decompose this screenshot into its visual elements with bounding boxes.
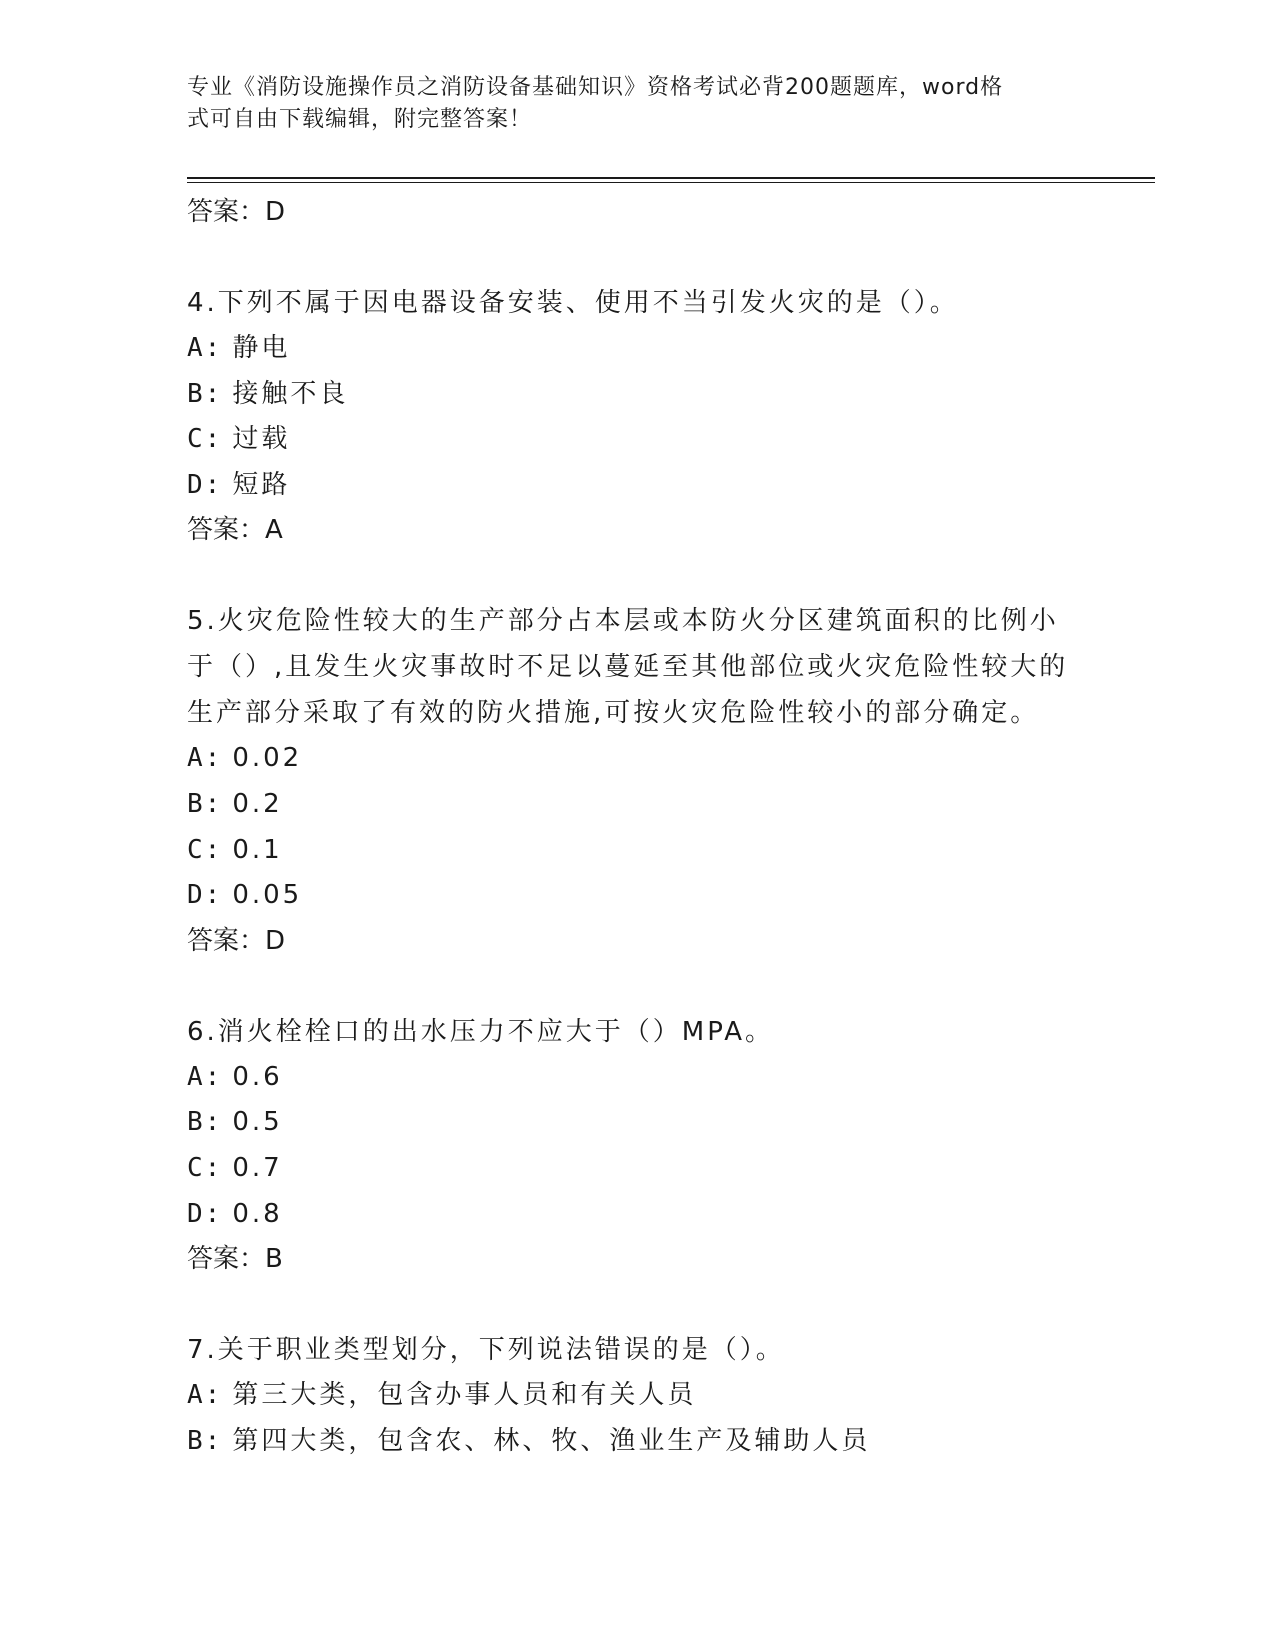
question-stem: 6.消火栓栓口的出水压力不应大于（）MPA。 xyxy=(187,1016,775,1047)
answer: 答案：D xyxy=(187,925,286,956)
option-c: C: 0.1 xyxy=(187,834,283,865)
question-7 xyxy=(187,1327,1087,1464)
question-stem-line-1: 5.火灾危险性较大的生产部分占本层或本防火分区建筑面积的比例小 xyxy=(187,606,1059,637)
option-c: C: 过载 xyxy=(187,424,291,455)
document-header xyxy=(187,72,1067,136)
header-divider-thin xyxy=(187,182,1155,183)
answer: 答案：B xyxy=(187,1244,283,1275)
question-4 xyxy=(187,280,1087,552)
option-a: A: 第三大类，包含办事人员和有关人员 xyxy=(187,1380,697,1411)
question-5 xyxy=(187,598,1087,962)
option-b: B: 接触不良 xyxy=(187,378,349,409)
previous-answer: 答案：D xyxy=(187,197,286,227)
option-d: D: 0.8 xyxy=(187,1198,283,1229)
option-a: A: 静电 xyxy=(187,333,291,363)
option-b: B: 0.2 xyxy=(187,788,283,819)
question-list xyxy=(187,190,1087,1464)
header-divider-thick xyxy=(187,177,1155,179)
header-line-2: 式可自由下载编辑，附完整答案！ xyxy=(187,107,533,132)
question-stem: 7.关于职业类型划分，下列说法错误的是（）。 xyxy=(187,1335,785,1366)
question-stem: 4.下列不属于因电器设备安装、使用不当引发火灾的是（）。 xyxy=(187,288,959,318)
question-stem-line-3: 生产部分采取了有效的防火措施,可按火灾危险性较小的部分确定。 xyxy=(187,698,1040,729)
answer: 答案：A xyxy=(187,515,283,546)
option-b: B: 第四大类，包含农、林、牧、渔业生产及辅助人员 xyxy=(187,1425,871,1456)
option-b: B: 0.5 xyxy=(187,1107,283,1138)
question-stem-line-2: 于（）,且发生火灾事故时不足以蔓延至其他部位或火灾危险性较大的 xyxy=(187,652,1069,683)
question-6 xyxy=(187,1009,1087,1281)
option-d: D: 0.05 xyxy=(187,880,303,911)
option-a: A: 0.02 xyxy=(187,743,303,774)
option-d: D: 短路 xyxy=(187,469,291,500)
option-a: A: 0.6 xyxy=(187,1061,283,1092)
header-line-1: 专业《消防设施操作员之消防设备基础知识》资格考试必背200题题库，word格 xyxy=(187,75,1004,100)
option-c: C: 0.7 xyxy=(187,1152,283,1183)
